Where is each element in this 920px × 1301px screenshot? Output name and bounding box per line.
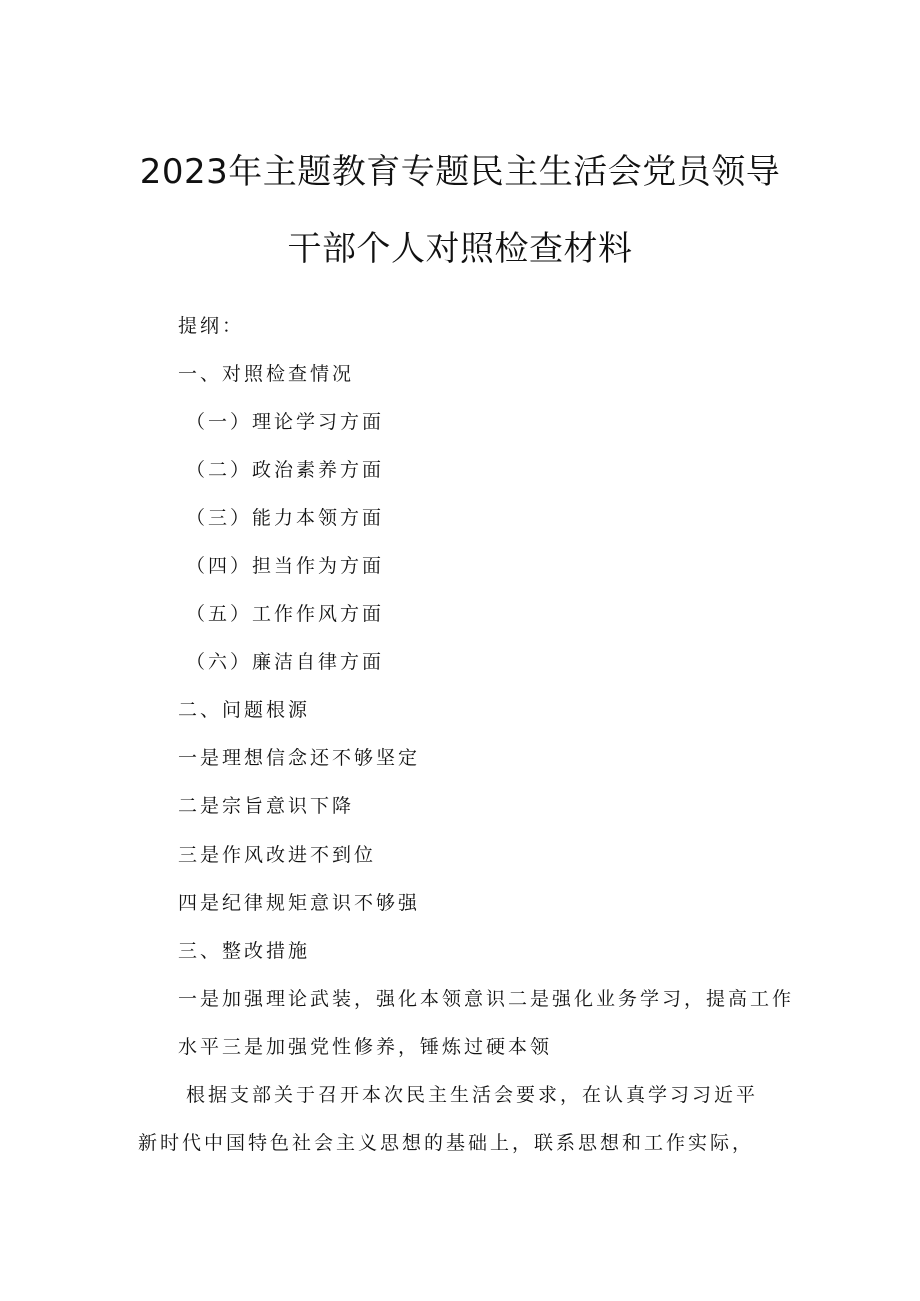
section-1-item: （五）工作作风方面	[186, 603, 385, 625]
body-paragraph-line: 新时代中国特色社会主义思想的基础上，联系思想和工作实际，	[138, 1132, 755, 1154]
section-2-heading: 二、问题根源	[178, 699, 311, 721]
section-2-item: 一是理想信念还不够坚定	[178, 747, 421, 769]
section-3-heading: 三、整改措施	[178, 940, 311, 962]
section-1-item: （一）理论学习方面	[186, 411, 385, 433]
section-3-text-line: 一是加强理论武装，强化本领意识二是强化业务学习，提高工作	[178, 988, 795, 1010]
section-2-item: 二是宗旨意识下降	[178, 795, 355, 817]
document-title-line-2: 干部个人对照检查材料	[287, 229, 633, 269]
section-1-heading: 一、对照检查情况	[178, 363, 355, 385]
section-1-item: （六）廉洁自律方面	[186, 651, 385, 673]
section-2-item: 三是作风改进不到位	[178, 844, 377, 866]
section-1-item: （四）担当作为方面	[186, 555, 385, 577]
document-title-line-1: 2023年主题教育专题民主生活会党员领导	[139, 152, 781, 192]
outline-label: 提纲：	[178, 315, 245, 337]
section-1-item: （三）能力本领方面	[186, 507, 385, 529]
body-paragraph-line: 根据支部关于召开本次民主生活会要求，在认真学习习近平	[186, 1084, 759, 1106]
section-1-item: （二）政治素养方面	[186, 459, 385, 481]
section-3-text-line: 水平三是加强党性修养，锤炼过硬本领	[178, 1036, 553, 1058]
section-2-item: 四是纪律规矩意识不够强	[178, 892, 421, 914]
